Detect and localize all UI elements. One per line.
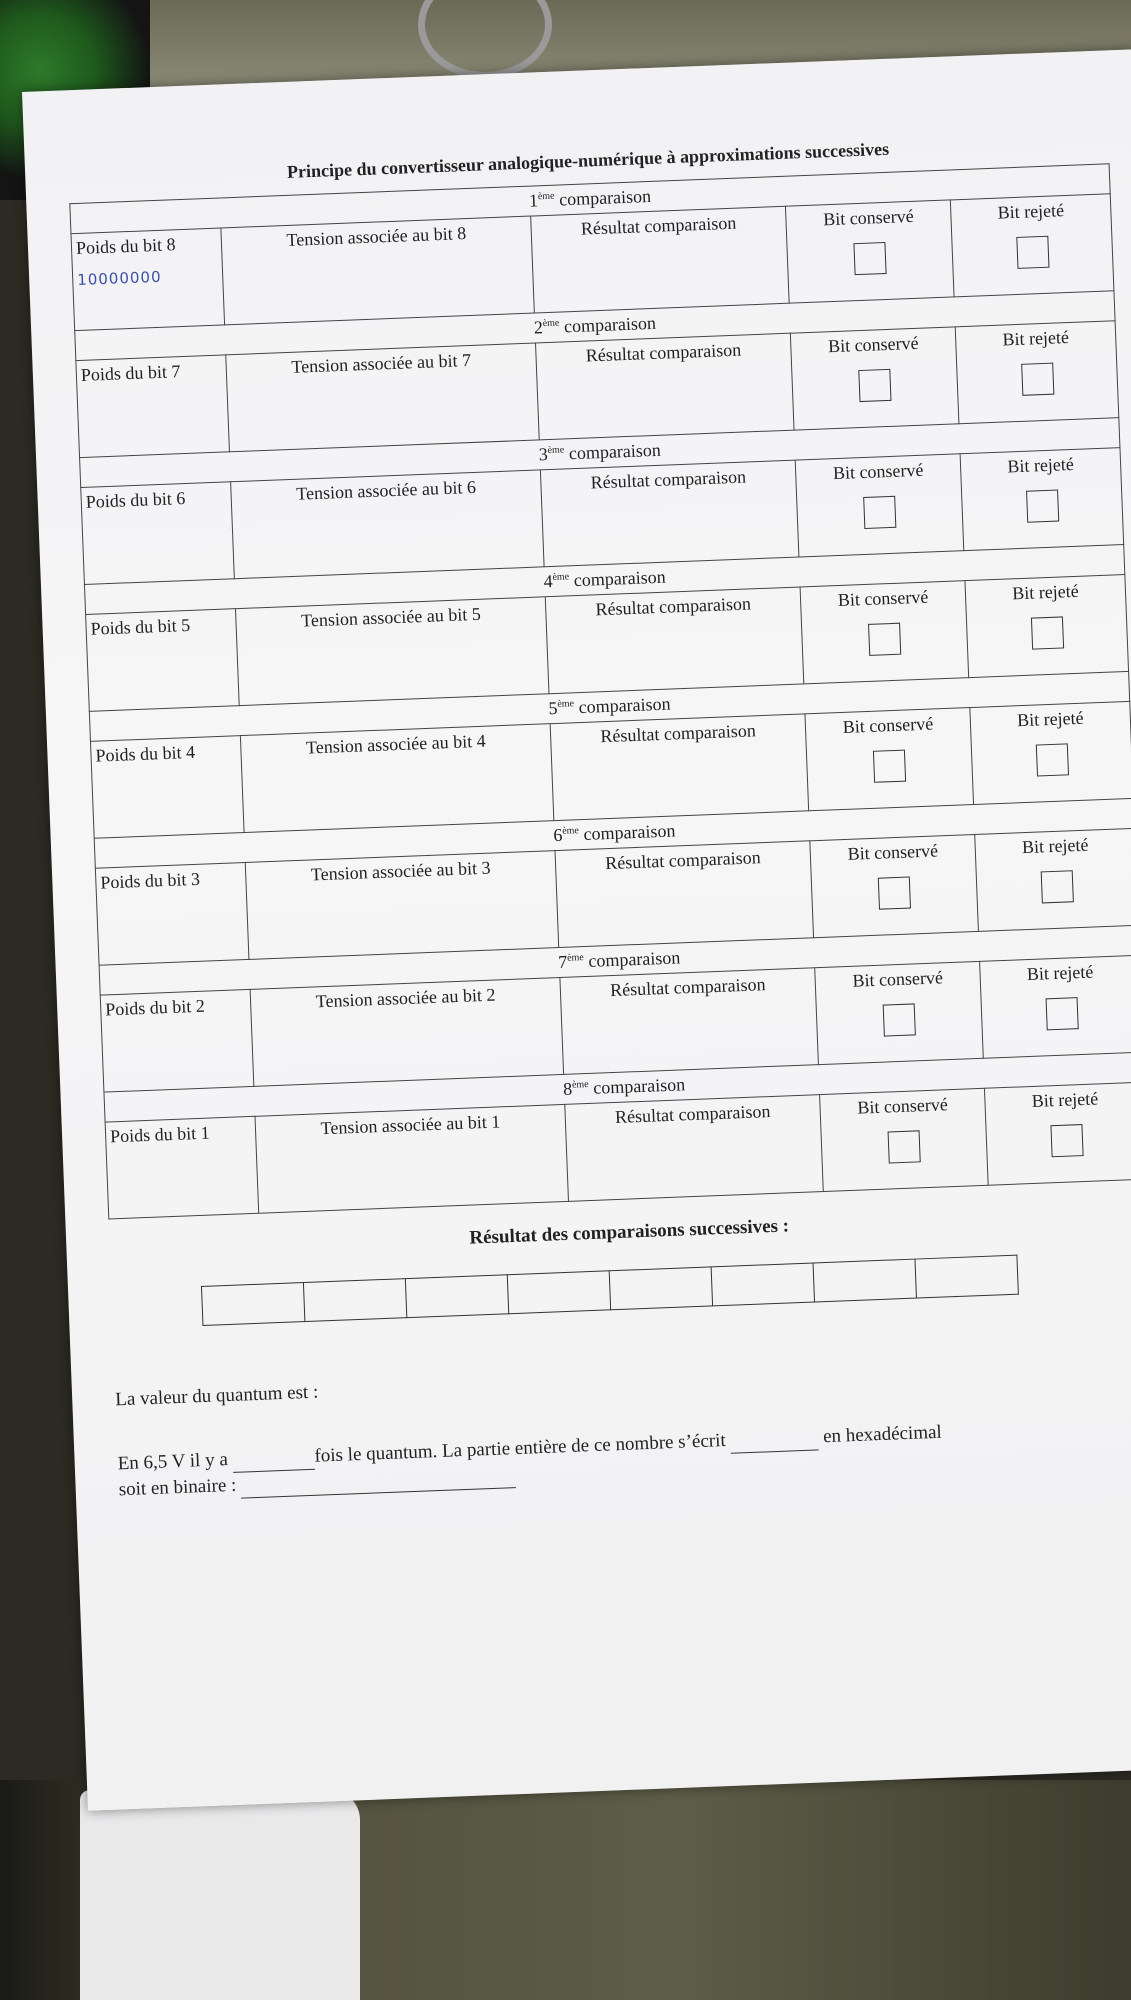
poids-prefix: Poids du bit (104, 996, 197, 1020)
bit-conserve-checkbox[interactable] (888, 1130, 921, 1163)
resultat-cell (555, 841, 814, 948)
rejete-cell (960, 448, 1124, 551)
bit-number: 3 (190, 868, 201, 890)
bit-number: 6 (175, 488, 186, 509)
rejete-label: Bit rejeté (1021, 834, 1089, 858)
tension-cell (231, 470, 544, 579)
results-title: Résultat des comparaisons successives : (469, 1215, 790, 1249)
tension-cell (245, 851, 558, 960)
result-bit-box[interactable] (711, 1263, 814, 1306)
conserve-cell (815, 961, 984, 1064)
conserve-label: Bit conservé (822, 205, 915, 230)
bit-conserve-checkbox[interactable] (853, 242, 886, 275)
bit-rejete-checkbox[interactable] (1050, 1124, 1083, 1157)
bit-number: 2 (195, 995, 206, 1016)
tension-prefix: Tension associée au bit (320, 1111, 492, 1139)
ordinal-suffix: ème (566, 952, 584, 964)
tension-prefix: Tension associée au bit (295, 477, 468, 504)
rejete-cell (950, 194, 1114, 297)
tension-prefix: Tension associée au bit (315, 984, 487, 1012)
bit-number: 8 (456, 223, 467, 244)
rejete-cell (970, 701, 1131, 804)
poids-prefix: Poids du bit (100, 869, 192, 893)
bit-conserve-checkbox[interactable] (868, 623, 901, 656)
result-bit-box[interactable] (507, 1271, 610, 1314)
worksheet-paper (22, 49, 1131, 1811)
rejete-cell (955, 321, 1119, 424)
ordinal-suffix: ème (571, 1078, 589, 1091)
bit-number: 8 (166, 234, 176, 255)
conserve-label: Bit conservé (856, 1094, 949, 1118)
tension-cell (250, 978, 563, 1087)
resultat-label: Résultat comparaison (585, 339, 742, 366)
tension-cell (255, 1104, 568, 1213)
bit-conserve-checkbox[interactable] (858, 369, 891, 402)
poids-prefix: Poids du bit (109, 1122, 202, 1147)
tension-prefix: Tension associée au bit (286, 223, 458, 250)
rejete-label: Bit rejeté (1011, 580, 1080, 604)
resultat-cell (540, 460, 799, 567)
conserve-label: Bit conservé (832, 459, 924, 484)
rejete-cell (984, 1082, 1131, 1185)
conserve-cell (795, 454, 964, 557)
bit-conserve-checkbox[interactable] (863, 496, 896, 529)
comparison-number: 2 (533, 317, 544, 338)
comparison-number: 5 (548, 697, 558, 719)
tension-cell (226, 343, 539, 452)
ordinal-suffix: ème (542, 317, 560, 330)
tension-cell (235, 597, 548, 706)
ordinal-suffix: ème (557, 698, 575, 710)
result-bit-box[interactable] (405, 1275, 508, 1318)
rejete-cell (975, 828, 1131, 931)
rejete-label: Bit rejeté (1031, 1088, 1099, 1111)
conserve-cell (820, 1088, 989, 1191)
conserve-label: Bit conservé (842, 713, 934, 737)
comparison-word: comparaison (563, 312, 657, 337)
result-bit-box[interactable] (609, 1267, 712, 1310)
comparison-word: comparaison (558, 185, 652, 210)
bit-weight-cell (100, 989, 254, 1092)
tension-prefix: Tension associée au bit (291, 350, 463, 377)
resultat-label: Résultat comparaison (595, 593, 752, 620)
comparison-table (69, 163, 1131, 1219)
bit-rejete-checkbox[interactable] (1030, 616, 1063, 649)
background-white-cloth (80, 1790, 360, 2000)
bit-number: 5 (471, 603, 482, 625)
bit-rejete-checkbox[interactable] (1016, 236, 1049, 269)
bit-number: 5 (180, 614, 191, 636)
ordinal-suffix: ème (537, 190, 555, 203)
bit-number: 7 (461, 349, 472, 371)
resultat-cell (550, 714, 809, 821)
bit-number: 1 (490, 1111, 501, 1132)
rejete-cell (965, 575, 1129, 678)
comparison-number: 1 (528, 190, 539, 211)
conserve-cell (810, 834, 979, 937)
resultat-cell (531, 206, 790, 313)
handwritten-weight: 10000000 (76, 267, 162, 290)
comparison-number: 4 (543, 570, 553, 592)
tension-prefix: Tension associée au bit (310, 857, 482, 885)
resultat-label: Résultat comparaison (604, 847, 762, 874)
poids-prefix: Poids du bit (80, 361, 172, 385)
bit-number: 7 (170, 361, 181, 382)
rejete-label: Bit rejeté (1006, 453, 1075, 477)
sentence-part-4: soit en binaire : (118, 1474, 242, 1501)
bit-conserve-checkbox[interactable] (873, 750, 906, 783)
comparison-word: comparaison (592, 1074, 686, 1098)
bit-conserve-checkbox[interactable] (883, 1003, 916, 1036)
resultat-cell (560, 968, 819, 1075)
conserve-cell (790, 327, 959, 430)
result-bit-box[interactable] (303, 1279, 406, 1322)
conserve-cell (800, 581, 969, 684)
quantum-sentence (117, 1411, 1131, 1503)
resultat-label: Résultat comparaison (590, 466, 747, 493)
tension-cell (240, 724, 553, 833)
comparison-word: comparaison (578, 693, 671, 718)
worksheet-content (68, 130, 1131, 1503)
bit-rejete-checkbox[interactable] (1045, 997, 1078, 1030)
comparison-word: comparaison (568, 439, 662, 464)
comparison-word: comparaison (583, 820, 676, 844)
comparison-number: 7 (557, 951, 568, 973)
rejete-label: Bit rejeté (1026, 961, 1094, 985)
resultat-cell (536, 333, 795, 440)
conserve-cell (805, 708, 974, 811)
bit-number: 6 (466, 476, 477, 498)
sentence-part-1: En 6,5 V il y a (117, 1448, 233, 1475)
result-bit-boxes (201, 1255, 1019, 1326)
resultat-label: Résultat comparaison (580, 212, 737, 239)
sentence-part-2: fois le quantum. La partie entière de ce nombre s’écrit (314, 1429, 731, 1467)
resultat-label: Résultat comparaison (614, 1101, 771, 1127)
worksheet-title: Principe du convertisseur analogique-numérique à approximations successives (286, 138, 890, 182)
bit-rejete-checkbox[interactable] (1040, 870, 1073, 903)
bit-weight-cell (90, 736, 244, 839)
conserve-label: Bit conservé (847, 840, 939, 864)
bit-number: 2 (485, 984, 496, 1005)
poids-prefix: Poids du bit (95, 742, 187, 766)
bit-weight-cell (95, 862, 249, 965)
bit-rejete-checkbox[interactable] (1021, 363, 1054, 396)
resultat-label: Résultat comparaison (600, 720, 757, 747)
poids-prefix: Poids du bit (85, 488, 177, 512)
conserve-cell (785, 200, 954, 303)
poids-prefix: Poids du bit (90, 615, 182, 639)
bit-number: 1 (200, 1122, 210, 1143)
comparison-word: comparaison (587, 947, 681, 971)
conserve-label: Bit conservé (837, 586, 929, 611)
bit-conserve-checkbox[interactable] (878, 876, 911, 909)
bit-rejete-checkbox[interactable] (1026, 490, 1059, 523)
comparison-number: 3 (538, 444, 549, 465)
rejete-label: Bit rejeté (997, 200, 1065, 223)
bit-rejete-checkbox[interactable] (1035, 743, 1068, 776)
comparison-number: 8 (562, 1078, 573, 1099)
rejete-cell (980, 955, 1131, 1058)
rejete-label: Bit rejeté (1016, 707, 1084, 731)
tension-cell (221, 216, 534, 325)
ordinal-suffix: ème (562, 825, 580, 837)
comparison-word: comparaison (573, 566, 667, 591)
bit-weight-cell (76, 355, 230, 458)
resultat-cell (565, 1095, 824, 1202)
tension-prefix: Tension associée au bit (300, 604, 473, 631)
poids-prefix: Poids du bit (75, 234, 167, 259)
conserve-label: Bit conservé (852, 967, 944, 991)
bit-weight-cell (71, 228, 225, 331)
rejete-label: Bit rejeté (1002, 326, 1070, 350)
resultat-cell (545, 587, 804, 694)
comparison-number: 6 (552, 824, 563, 846)
bit-weight-cell (86, 609, 240, 712)
bit-number: 4 (185, 741, 196, 763)
result-bit-box[interactable] (915, 1255, 1018, 1298)
conserve-label: Bit conservé (827, 332, 919, 357)
tension-prefix: Tension associée au bit (305, 731, 477, 758)
resultat-label: Résultat comparaison (609, 974, 766, 1001)
result-bit-box[interactable] (813, 1259, 916, 1302)
result-bit-box[interactable] (201, 1283, 304, 1326)
blank-binary[interactable] (242, 1487, 517, 1499)
bit-number: 3 (481, 857, 491, 878)
ordinal-suffix: ème (552, 571, 570, 583)
ordinal-suffix: ème (547, 444, 565, 457)
bit-number: 4 (476, 730, 486, 752)
sentence-part-3: en hexadécimal (817, 1421, 943, 1448)
bit-weight-cell (81, 482, 235, 585)
bit-weight-cell (105, 1116, 259, 1219)
quantum-label: La valeur du quantum est : (114, 1381, 319, 1411)
